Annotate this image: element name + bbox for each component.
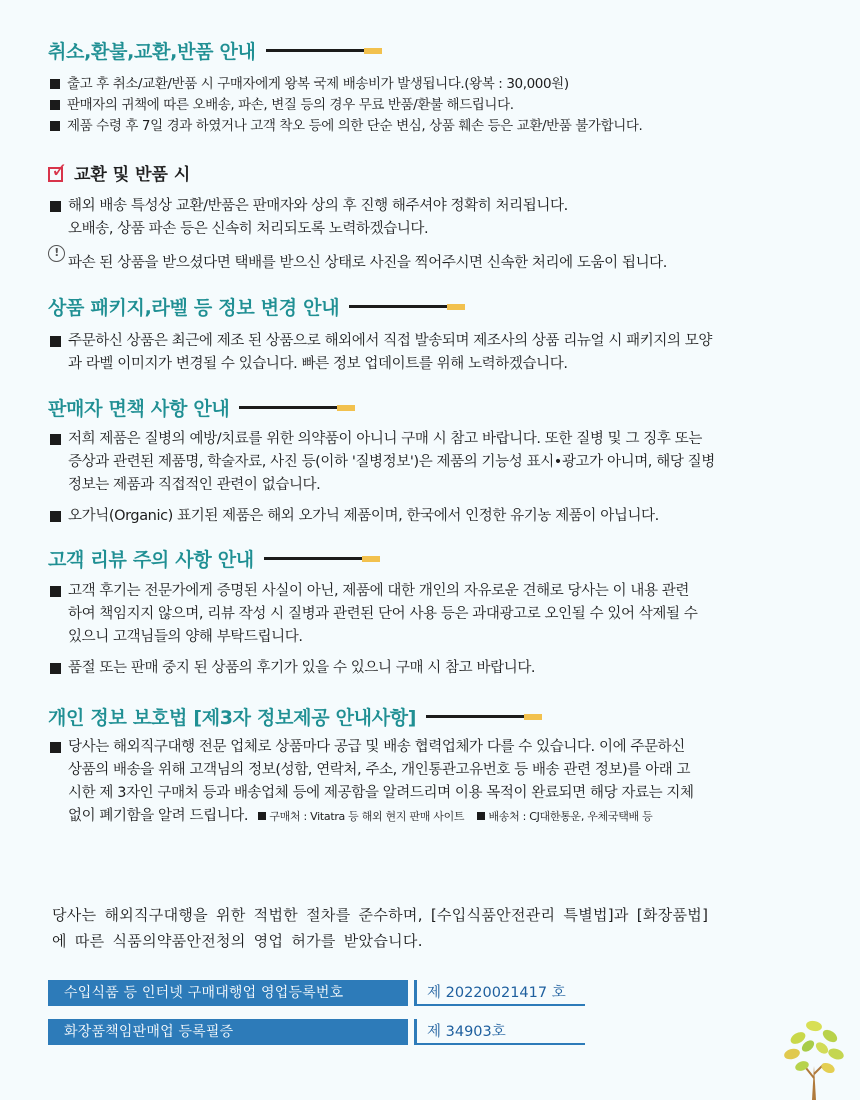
review-section-title — [48, 545, 380, 572]
package-list — [50, 330, 830, 376]
purchase-source-note: 구매처 : Vitatra 등 해외 현지 판매 사이트 — [269, 810, 465, 823]
list-item: 제품 수령 후 7일 경과 하였거나 고객 착오 등에 의한 단순 변심, 상품 훼손 등은 교환/반품 불가합니다. — [50, 116, 830, 137]
damage-notice-text: 파손 된 상품을 받으셨다면 택배를 받으신 상태로 사진을 찍어주시면 신속한 처리에 도움이 됩니다. — [68, 255, 667, 271]
list-item: 해외 배송 특성상 교환/반품은 판매자와 상의 후 진행 해주셔야 정확히 처리됩니다. — [50, 195, 830, 218]
list-item: 저희 제품은 질병의 예방/치료를 위한 의약품이 아니니 구매 시 참고 바랍니다. 또한 질병 및 그 징후 또는 — [50, 428, 830, 451]
list-item: 주문하신 상품은 최근에 제조 된 상품으로 해외에서 직접 발송되며 제조사의 상품 리뉴얼 시 패키지의 모양 — [50, 330, 830, 353]
title-decoration — [239, 405, 355, 411]
exchange-title-text: 교환 및 반품 시 — [74, 165, 191, 185]
review-list — [50, 580, 830, 680]
list-item: 당사는 해외직구대행 전문 업체로 상품마다 공급 및 배송 협력업체가 다를 수 있습니다. 이에 주문하신 — [50, 736, 830, 759]
cancel-list — [50, 74, 830, 137]
compliance-line: 에 따른 식품의약품안전청의 영업 허가를 받았습니다. — [52, 932, 423, 950]
registration-row-cosmetics — [48, 1019, 585, 1045]
cancel-section-title — [48, 37, 382, 64]
vendor-notes — [252, 810, 652, 823]
list-item: 판매자의 귀책에 따른 오배송, 파손, 변질 등의 경우 무료 반품/환불 해드립니다. — [50, 95, 830, 116]
seller-list — [50, 428, 830, 528]
delivery-carrier-note: 배송처 : CJ대한통운, 우체국택배 등 — [488, 810, 653, 823]
seller-title-text: 판매자 면책 사항 안내 — [48, 398, 230, 420]
registration-value: 제 20220021417 호 — [417, 980, 585, 1006]
compliance-line: 당사는 해외직구대행을 위한 적법한 절차를 준수하며, [수입식품안전관리 특별법]과 [화장품법] — [52, 906, 709, 924]
list-item-continuation: 시한 제 3자인 구매처 등과 배송업체 등에 제공함을 알려드리며 이용 목적이 완료되면 해당 자료는 지체 — [68, 785, 694, 801]
title-decoration — [349, 304, 465, 310]
compliance-statement — [52, 902, 832, 954]
title-decoration — [266, 48, 382, 54]
privacy-list — [50, 736, 830, 828]
seller-section-title — [48, 394, 355, 421]
list-item-continuation: 없이 폐기함을 알려 드립니다. 구매처 : Vitatra 등 해외 현지 판매 사이트 배송처 : CJ대한통운, 우체국택배 등 — [68, 808, 653, 824]
registration-value: 제 34903호 — [417, 1019, 585, 1045]
list-item-continuation: 하여 책임지지 않으며, 리뷰 작성 시 질병과 관련된 단어 사용 등은 과대광고로 오인될 수 있어 삭제될 수 — [68, 606, 698, 622]
exchange-subheading — [48, 157, 191, 185]
title-decoration — [264, 556, 380, 562]
exchange-list — [50, 195, 830, 241]
list-item-continuation: 상품의 배송을 위해 고객님의 정보(성함, 연락처, 주소, 개인통관고유번호 등 배송 관련 정보)를 아래 고 — [68, 762, 691, 778]
list-item: 오가닉(Organic) 표기된 제품은 해외 오가닉 제품이며, 한국에서 인정한 유기농 제품이 아닙니다. — [50, 505, 830, 528]
review-title-text: 고객 리뷰 주의 사항 안내 — [48, 549, 254, 571]
privacy-section-title — [48, 703, 542, 730]
registration-label: 수입식품 등 인터넷 구매대행업 영업등록번호 — [48, 980, 408, 1006]
title-decoration — [426, 714, 542, 720]
damage-notice — [48, 246, 667, 275]
list-item: 고객 후기는 전문가에게 증명된 사실이 아닌, 제품에 대한 개인의 자유로운 견해로 당사는 이 내용 관련 — [50, 580, 830, 603]
package-section-title — [48, 293, 465, 320]
list-item-continuation: 오배송, 상품 파손 등은 신속히 처리되도록 노력하겠습니다. — [68, 221, 429, 237]
registration-row-food — [48, 980, 585, 1006]
list-item-continuation: 정보는 제품과 직접적인 관련이 없습니다. — [68, 477, 321, 493]
checkbox-icon: ✓ — [48, 163, 68, 183]
list-item: 품절 또는 판매 중지 된 상품의 후기가 있을 수 있으니 구매 시 참고 바랍니다. — [50, 657, 830, 680]
tree-icon — [768, 1008, 860, 1100]
info-icon: ! — [48, 245, 65, 262]
list-item: 출고 후 취소/교환/반품 시 구매자에게 왕복 국제 배송비가 발생됩니다.(왕복 : 30,000원) — [50, 74, 830, 95]
registration-label: 화장품책임판매업 등록필증 — [48, 1019, 408, 1045]
list-item-continuation: 있으니 고객님들의 양해 부탁드립니다. — [68, 629, 303, 645]
package-title-text: 상품 패키지,라벨 등 정보 변경 안내 — [48, 297, 340, 319]
list-item-continuation: 증상과 관련된 제품명, 학술자료, 사진 등(이하 '질병정보')은 제품의 기능성 표시•광고가 아니며, 해당 질병 — [68, 454, 715, 470]
privacy-title-text: 개인 정보 보호법 [제3자 정보제공 안내사항] — [48, 707, 417, 729]
list-item-continuation: 과 라벨 이미지가 변경될 수 있습니다. 빠른 정보 업데이트를 위해 노력하겠습니다. — [68, 356, 568, 372]
cancel-title-text: 취소,환불,교환,반품 안내 — [48, 41, 256, 63]
